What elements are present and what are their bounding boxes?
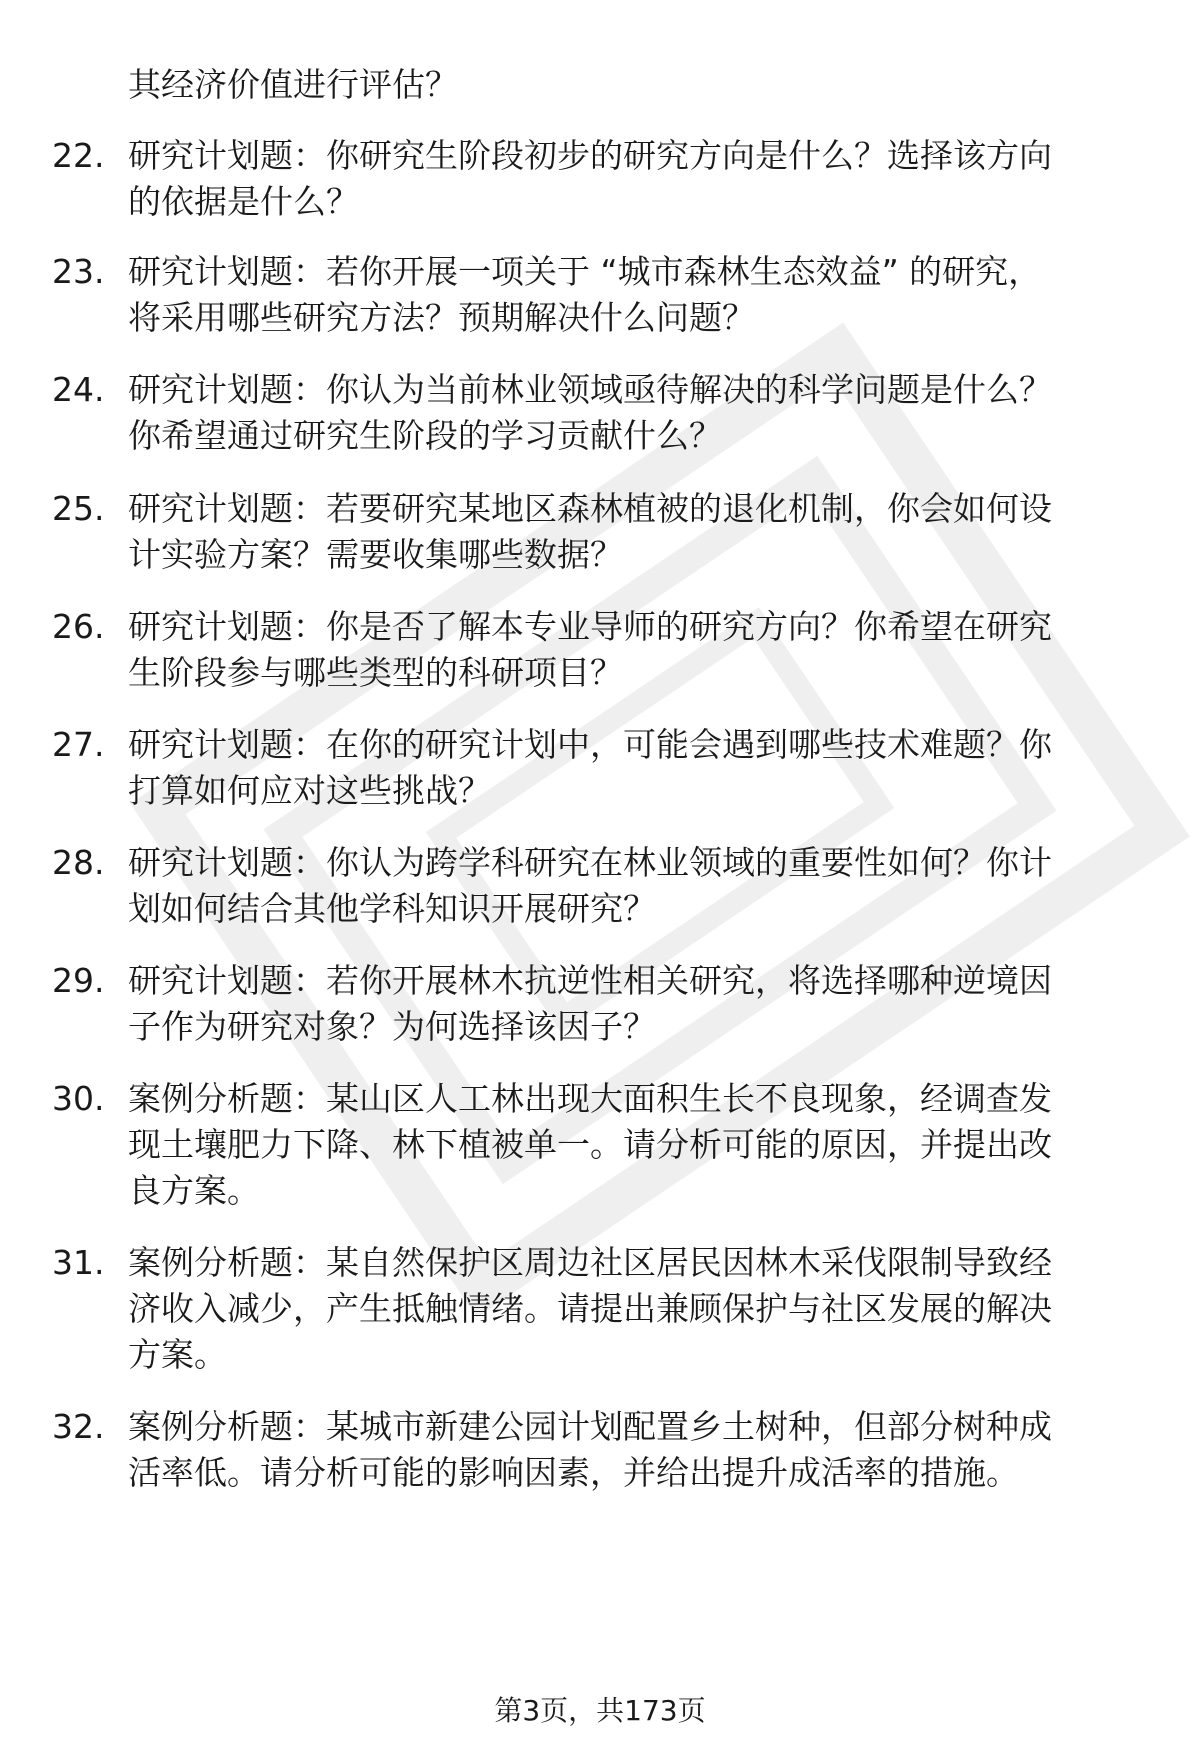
question-text xyxy=(128,367,1138,459)
question-number: 25. xyxy=(52,489,105,528)
question-line: 研究计划题：你研究生阶段初步的研究方向是什么？选择该方向 xyxy=(128,136,1052,175)
question-line: 研究计划题：你认为当前林业领域亟待解决的科学问题是什么？ xyxy=(128,370,1052,409)
question-line: 研究计划题：你认为跨学科研究在林业领域的重要性如何？你计 xyxy=(128,843,1052,882)
question-number: 31. xyxy=(52,1243,105,1282)
question-number: 22. xyxy=(52,136,105,175)
question-line: 现土壤肥力下降、林下植被单一。请分析可能的原因，并提出改 xyxy=(128,1125,1052,1164)
question-line: 案例分析题：某城市新建公园计划配置乡土树种，但部分树种成 xyxy=(128,1407,1052,1446)
question-line: 活率低。请分析可能的影响因素，并给出提升成活率的措施。 xyxy=(128,1453,1019,1492)
question-text xyxy=(128,1404,1138,1496)
question-number: 32. xyxy=(52,1407,105,1446)
question-text xyxy=(128,1240,1138,1378)
question-line: 研究计划题：你是否了解本专业导师的研究方向？你希望在研究 xyxy=(128,607,1052,646)
question-text xyxy=(128,840,1138,932)
question-line: 研究计划题：在你的研究计划中，可能会遇到哪些技术难题？你 xyxy=(128,725,1052,764)
question-text xyxy=(128,722,1138,814)
question-number: 26. xyxy=(52,607,105,646)
question-line: 计实验方案？需要收集哪些数据？ xyxy=(128,535,623,574)
question-line: 案例分析题：某自然保护区周边社区居民因林木采伐限制导致经 xyxy=(128,1243,1052,1282)
question-text xyxy=(128,486,1138,578)
question-number: 27. xyxy=(52,725,105,764)
question-line: 方案。 xyxy=(128,1335,227,1374)
question-line: 济收入减少，产生抵触情绪。请提出兼顾保护与社区发展的解决 xyxy=(128,1289,1052,1328)
page-number-footer: 第3页，共173页 xyxy=(494,1694,706,1727)
question-number: 29. xyxy=(52,961,105,1000)
question-line: 的依据是什么？ xyxy=(128,182,359,221)
question-line: 研究计划题：若要研究某地区森林植被的退化机制，你会如何设 xyxy=(128,489,1052,528)
question-text xyxy=(128,1076,1138,1214)
question-line: 打算如何应对这些挑战？ xyxy=(128,771,491,810)
continuation-text: 其经济价值进行评估？ xyxy=(128,65,458,104)
question-line: 划如何结合其他学科知识开展研究？ xyxy=(128,889,656,928)
question-line: 你希望通过研究生阶段的学习贡献什么？ xyxy=(128,416,722,455)
question-text xyxy=(128,958,1138,1050)
question-line: 研究计划题：若你开展一项关于 “城市森林生态效益” 的研究， xyxy=(128,252,1042,291)
question-line: 将采用哪些研究方法？预期解决什么问题？ xyxy=(128,298,755,337)
question-number: 23. xyxy=(52,252,105,291)
question-text xyxy=(128,133,1138,225)
question-line: 良方案。 xyxy=(128,1171,260,1210)
question-line: 案例分析题：某山区人工林出现大面积生长不良现象，经调查发 xyxy=(128,1079,1052,1118)
question-text xyxy=(128,604,1138,696)
question-line: 子作为研究对象？为何选择该因子？ xyxy=(128,1007,656,1046)
question-line: 生阶段参与哪些类型的科研项目？ xyxy=(128,653,623,692)
question-number: 30. xyxy=(52,1079,105,1118)
question-number: 28. xyxy=(52,843,105,882)
question-text xyxy=(128,249,1138,341)
question-number: 24. xyxy=(52,370,105,409)
question-line: 研究计划题：若你开展林木抗逆性相关研究，将选择哪种逆境因 xyxy=(128,961,1052,1000)
